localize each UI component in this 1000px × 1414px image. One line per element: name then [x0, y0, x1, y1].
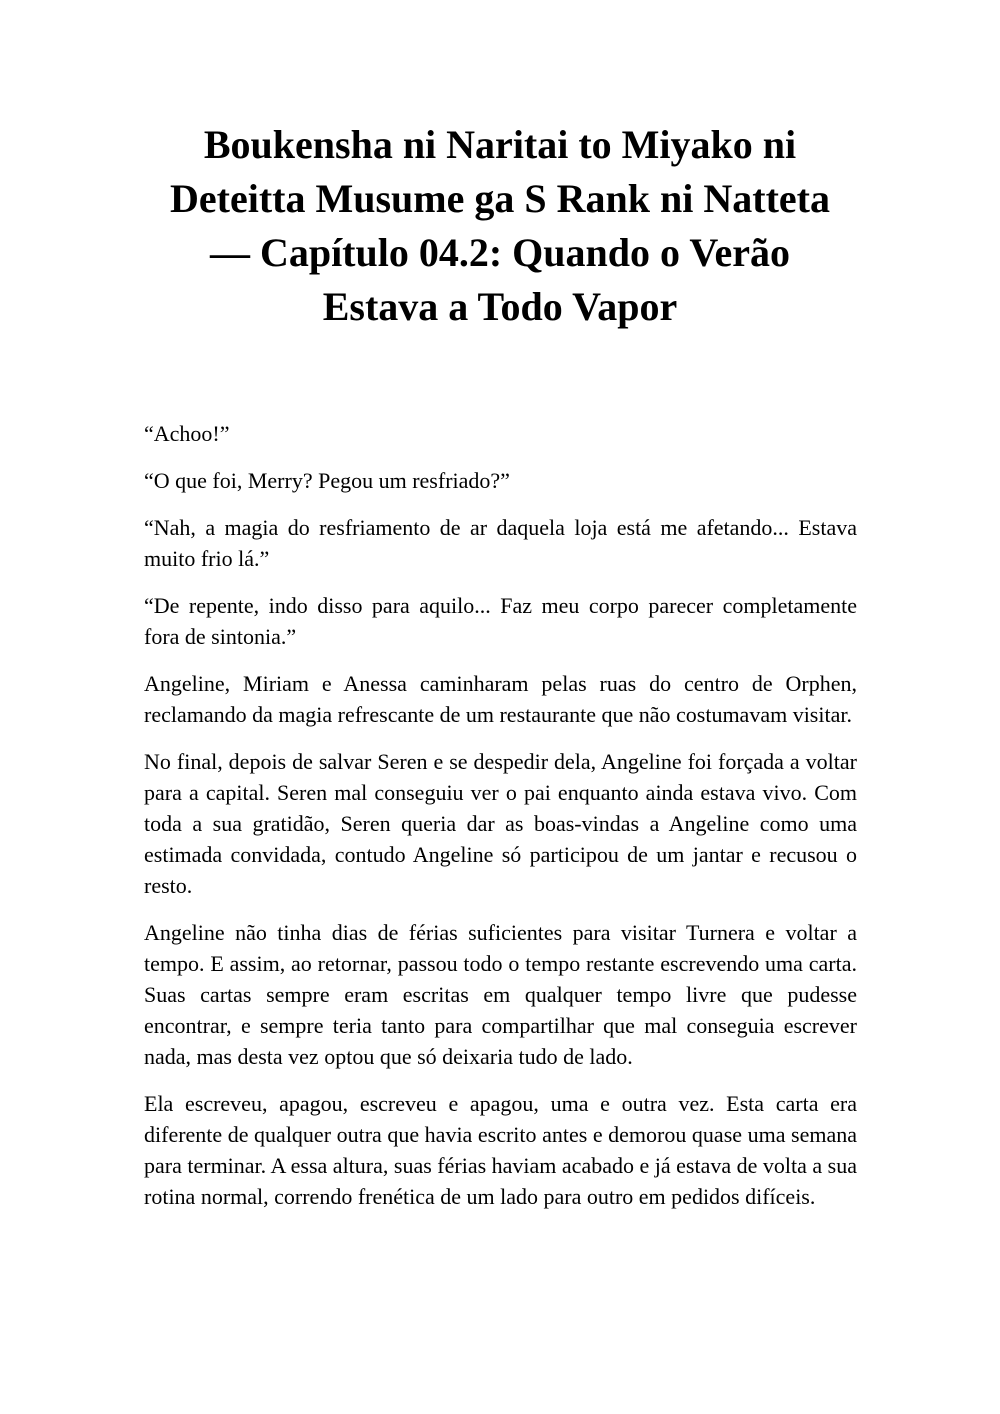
title-line-3: — Capítulo 04.2: Quando o Verão [209, 230, 791, 275]
paragraph-4: “De repente, indo disso para aquilo... Faz meu corpo parecer completamente fora de sintonia.” [144, 593, 857, 649]
chapter-title [150, 118, 850, 334]
paragraph-2: “O que foi, Merry? Pegou um resfriado?” [144, 468, 510, 493]
chapter-body [144, 418, 857, 1228]
paragraph-5: Angeline, Miriam e Anessa caminharam pelas ruas do centro de Orphen, reclamando da magia refrescante de um restaurante que não costumavam visitar. [144, 671, 857, 727]
paragraph-7: Angeline não tinha dias de férias suficientes para visitar Turnera e voltar a tempo. E assim, ao retornar, passou todo o tempo restante escrevendo uma carta. Suas cartas sempre eram escritas em qualquer tempo livre que pudesse encontrar, e sempre teria tanto para compartilhar que mal conseguia escrever nada, mas desta vez optou que só deixaria tudo de lado. [144, 920, 857, 1069]
paragraph-3: “Nah, a magia do resfriamento de ar daquela loja está me afetando... Estava muito frio lá.” [144, 515, 857, 571]
paragraph-1: “Achoo!” [144, 421, 230, 446]
title-line-4: Estava a Todo Vapor [322, 284, 678, 329]
paragraph-6: No final, depois de salvar Seren e se despedir dela, Angeline foi forçada a voltar para a capital. Seren mal conseguiu ver o pai enquanto ainda estava vivo. Com toda a sua gratidão, Seren queria dar as boas-vindas a Angeline como uma estimada convidada, contudo Angeline só participou de um jantar e recusou o resto. [144, 749, 857, 898]
title-line-1: Boukensha ni Naritai to Miyako ni [203, 122, 797, 167]
title-line-2: Deteitta Musume ga S Rank ni Natteta [170, 176, 830, 221]
paragraph-8: Ela escreveu, apagou, escreveu e apagou, uma e outra vez. Esta carta era diferente de qualquer outra que havia escrito antes e demorou quase uma semana para terminar. A essa altura, suas férias haviam acabado e já estava de volta a sua rotina normal, correndo frenética de um lado para outro em pedidos difíceis. [144, 1091, 857, 1209]
